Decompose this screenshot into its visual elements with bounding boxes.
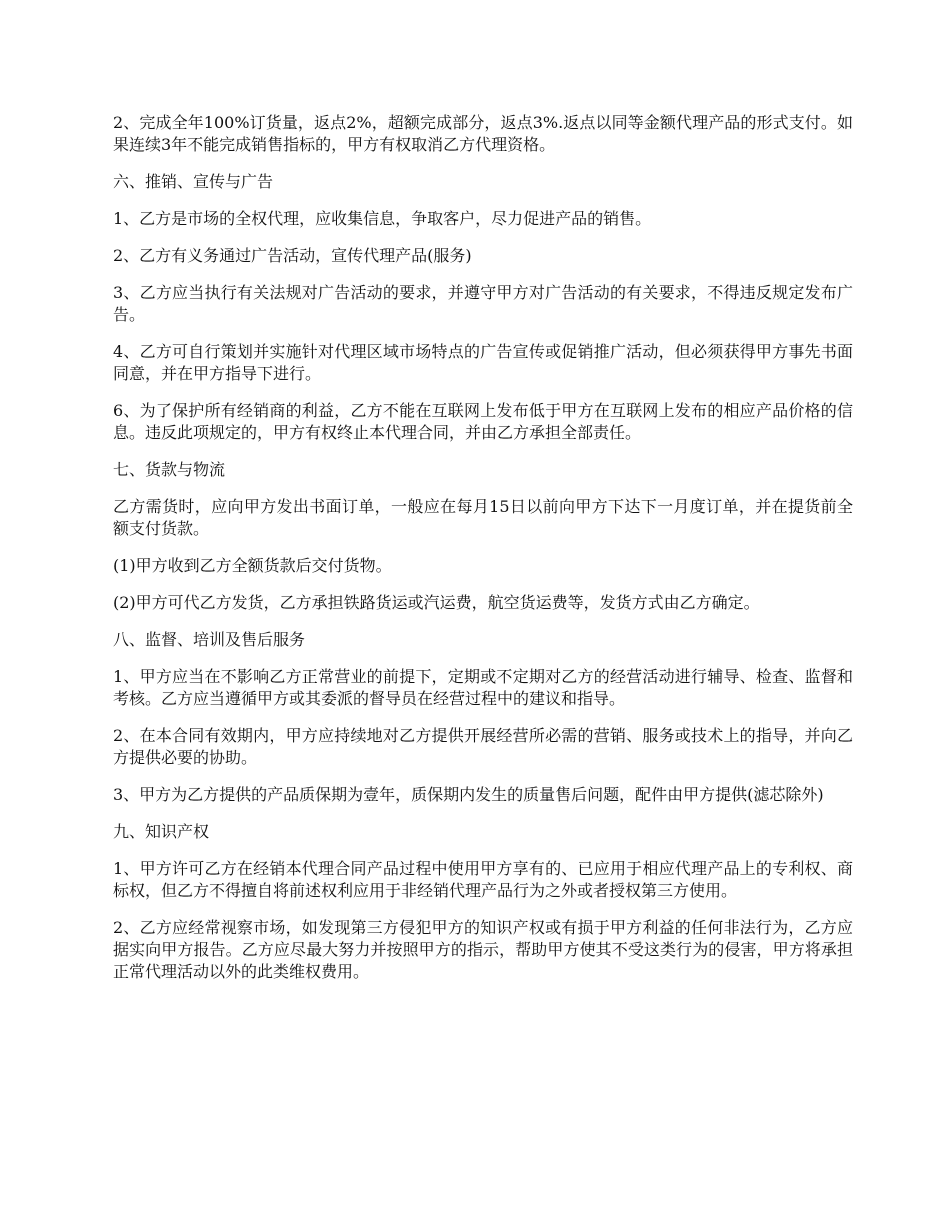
section-heading-ip: 九、知识产权 bbox=[113, 822, 210, 841]
section-heading-promotion: 六、推销、宣传与广告 bbox=[113, 172, 274, 191]
paragraph-supervision: 1、甲方应当在不影响乙方正常营业的前提下，定期或不定期对乙方的经营活动进行辅导、检查、监督和考核。乙方应当遵循甲方或其委派的督导员在经营过程中的建议和指导。 bbox=[113, 667, 853, 708]
paragraph-rebate-terms: 2、完成全年100%订货量，返点2%，超额完成部分，返点3%.返点以同等金额代理产品的形式支付。如果连续3年不能完成销售指标的，甲方有权取消乙方代理资格。 bbox=[113, 113, 853, 154]
paragraph-ip-license: 1、甲方许可乙方在经销本代理合同产品过程中使用甲方享有的、已应用于相应代理产品上的专利权、商标权，但乙方不得擅自将前述权利应用于非经销代理产品行为之外或者授权第三方使用。 bbox=[113, 859, 853, 900]
section-heading-payment-logistics: 七、货款与物流 bbox=[113, 460, 226, 479]
paragraph-advertising-rules: 3、乙方应当执行有关法规对广告活动的要求，并遵守甲方对广告活动的有关要求，不得违反规定发布广告。 bbox=[113, 283, 853, 324]
paragraph-local-promotion: 4、乙方可自行策划并实施针对代理区域市场特点的广告宣传或促销推广活动，但必须获得甲方事先书面同意，并在甲方指导下进行。 bbox=[113, 342, 853, 383]
paragraph-advertising-duty: 2、乙方有义务通过广告活动，宣传代理产品(服务) bbox=[113, 246, 472, 265]
paragraph-shipping: (2)甲方可代乙方发货，乙方承担铁路货运或汽运费，航空货运费等，发货方式由乙方确定。 bbox=[113, 593, 760, 612]
paragraph-guidance: 2、在本合同有效期内，甲方应持续地对乙方提供开展经营所必需的营销、服务或技术上的指导，并向乙方提供必要的协助。 bbox=[113, 726, 853, 767]
paragraph-internet-pricing: 6、为了保护所有经销商的利益，乙方不能在互联网上发布低于甲方在互联网上发布的相应产品价格的信息。违反此项规定的，甲方有权终止本代理合同，并由乙方承担全部责任。 bbox=[113, 401, 853, 442]
paragraph-delivery-after-payment: (1)甲方收到乙方全额货款后交付货物。 bbox=[113, 556, 392, 575]
section-heading-supervision: 八、监督、培训及售后服务 bbox=[113, 630, 306, 649]
paragraph-ordering: 乙方需货时，应向甲方发出书面订单，一般应在每月15日以前向甲方下达下一月度订单，并在提货前全额支付货款。 bbox=[113, 497, 853, 538]
paragraph-ip-protection: 2、乙方应经常视察市场，如发现第三方侵犯甲方的知识产权或有损于甲方利益的任何非法行为，乙方应据实向甲方报告。乙方应尽最大努力并按照甲方的指示，帮助甲方使其不受这类行为的侵害，甲方将承担正常代理活动以外的此类维权费用。 bbox=[113, 918, 853, 981]
document-page bbox=[113, 112, 853, 998]
paragraph-warranty: 3、甲方为乙方提供的产品质保期为壹年，质保期内发生的质量售后问题，配件由甲方提供(滤芯除外) bbox=[113, 785, 824, 804]
paragraph-full-agent: 1、乙方是市场的全权代理，应收集信息，争取客户，尽力促进产品的销售。 bbox=[113, 209, 652, 228]
